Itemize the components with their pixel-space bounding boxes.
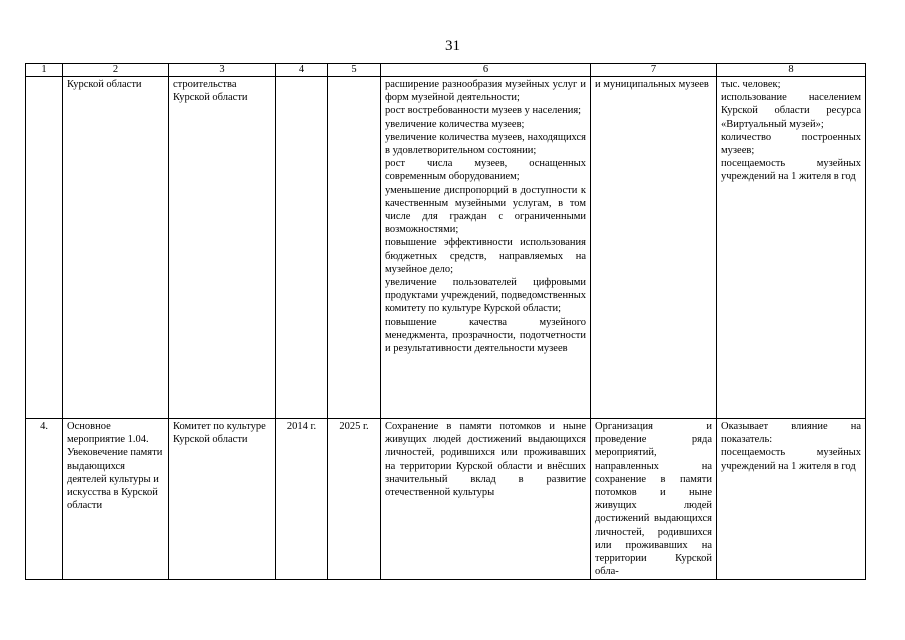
row-number-cell <box>26 77 63 419</box>
header-cell: 2 <box>63 64 169 77</box>
main-directions-cell: и муниципальных музеев <box>591 77 717 419</box>
header-cell: 4 <box>276 64 328 77</box>
start-year-cell: 2014 г. <box>276 419 328 580</box>
header-cell: 8 <box>717 64 866 77</box>
end-year-cell: 2025 г. <box>328 419 381 580</box>
main-directions-cell: Организация и проведение ряда мероприятий, направленных на сохранение в памяти потомков и ныне живущих людей достижений выдающихся личностей, родившихся или проживавших на территории Курской обла- <box>591 419 717 580</box>
executor-cell: строительства Курской области <box>169 77 276 419</box>
header-row <box>26 64 866 77</box>
row-number-cell: 4. <box>26 419 63 580</box>
activity-cell: Основное мероприятие 1.04. Увековечение памяти выдающихся деятелей культуры и искусства в Курской области <box>63 419 169 580</box>
header-cell: 6 <box>381 64 591 77</box>
header-cell: 1 <box>26 64 63 77</box>
table-row <box>26 77 866 419</box>
header-cell: 5 <box>328 64 381 77</box>
expected-result-cell: расширение разнообразия музейных услуг и форм музейной деятельности; рост востребованности музеев у населения; увеличение количества музеев; увеличение количества музеев, находящихся в удовлетворительном состоянии; рост числа музеев, оснащенных современным оборудованием; уменьшение диспропорций в доступности к качественным музейными услугам, в том числе для граждан с ограниченными возможностями; повышение эффективности использования бюджетных средств, направляемых на музейное дело; увеличение пользователей цифровыми продуктами учреждений, подведомственных комитету по культуре Курской области; повышение качества музейного менеджмента, прозрачности, подотчетности и результативности деятельности музеев <box>381 77 591 419</box>
header-cell: 7 <box>591 64 717 77</box>
executor-cell: Комитет по культуре Курской области <box>169 419 276 580</box>
program-table <box>25 63 866 580</box>
activity-cell: Курской области <box>63 77 169 419</box>
table-row <box>26 419 866 580</box>
header-cell: 3 <box>169 64 276 77</box>
end-year-cell <box>328 77 381 419</box>
indicators-cell: тыс. человек; использование населением Курской области ресурса «Виртуальный музей»; количество построенных музеев; посещаемость музейных учреждений на 1 жителя в год <box>717 77 866 419</box>
start-year-cell <box>276 77 328 419</box>
page-number: 31 <box>445 38 460 54</box>
expected-result-cell: Сохранение в памяти потомков и ныне живущих людей достижений выдающихся личностей, родившихся или проживавших на территории Курской области и внёсших значительный вклад в развитие отечественной культуры <box>381 419 591 580</box>
indicators-cell: Оказывает влияние на показатель: посещаемость музейных учреждений на 1 жителя в год <box>717 419 866 580</box>
